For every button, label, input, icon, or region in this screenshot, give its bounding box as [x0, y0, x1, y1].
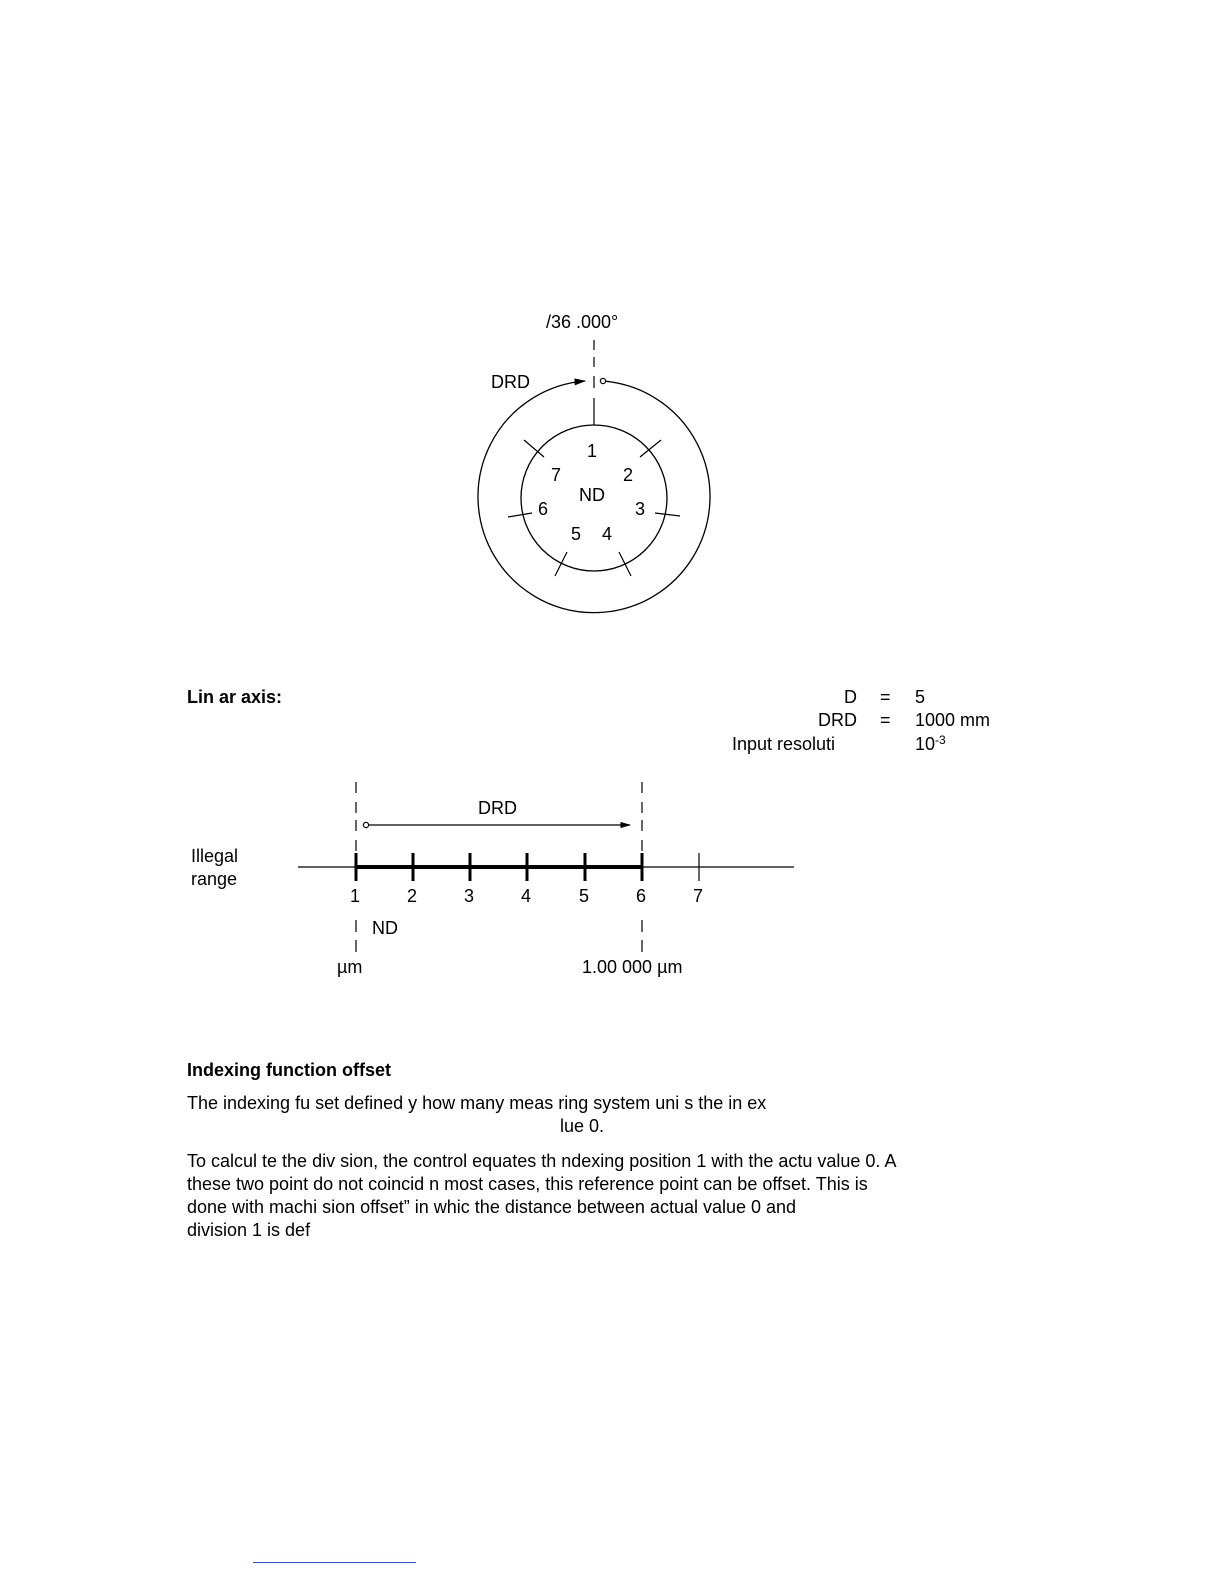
param-value-d: 5	[915, 687, 926, 707]
param-label-drd: DRD	[818, 710, 857, 730]
paragraph-line: these two point do not coincid n most cases, this reference point can be offset. This is	[187, 1174, 868, 1194]
rotary-number: 6	[538, 499, 549, 519]
offset-paragraph-1	[187, 1092, 1007, 1138]
linear-axis-diagram	[0, 760, 1224, 1000]
param-label-resolution: Input resoluti	[731, 734, 835, 754]
rotary-number: 7	[551, 465, 562, 485]
linear-number: 1	[350, 886, 361, 906]
paragraph-line: done with machi sion offset” in whic the distance between actual value 0 and	[187, 1197, 797, 1217]
linear-number: 5	[579, 886, 590, 906]
param-value-drd: 1000 mm	[915, 710, 991, 730]
linear-number: 6	[636, 886, 647, 906]
linear-number: 4	[521, 886, 532, 906]
rotary-axis-diagram	[0, 0, 1224, 660]
illegal-range-label-1: Illegal	[191, 846, 239, 866]
offset-paragraph-2	[187, 1150, 1007, 1242]
footer-rule	[253, 1562, 416, 1563]
rotary-number: 5	[571, 524, 582, 544]
linear-number: 2	[407, 886, 418, 906]
linear-start-dot	[363, 822, 368, 827]
linear-number: 3	[464, 886, 475, 906]
rotary-drd-label: DRD	[491, 372, 530, 392]
paragraph-line: To calcul te the div sion, the control equates th ndexing position 1 with the actu value 0. A	[187, 1151, 897, 1171]
linear-nd-label: ND	[372, 918, 398, 938]
rotary-start-dot	[600, 378, 605, 383]
paragraph-line: division 1 is def	[187, 1220, 311, 1240]
rotary-number: 2	[623, 465, 634, 485]
param-label-d: D	[844, 687, 857, 707]
linear-left-unit: µm	[337, 957, 363, 977]
rotary-number: 3	[635, 499, 646, 519]
offset-heading: Indexing function offset	[187, 1060, 391, 1080]
linear-drd-label: DRD	[478, 798, 517, 818]
param-eq-drd: =	[880, 710, 891, 730]
param-eq-d: =	[880, 687, 891, 707]
paragraph-line: lue 0.	[560, 1116, 605, 1136]
linear-axis-heading: Lin ar axis:	[187, 687, 283, 707]
paragraph-line: The indexing fu set defined y how many meas ring system uni s the in ex	[187, 1093, 767, 1113]
linear-right-unit: 1.00 000 µm	[582, 957, 683, 977]
rotary-number: 1	[587, 441, 598, 461]
linear-number: 7	[693, 886, 704, 906]
rotary-top-label: /36 .000°	[546, 312, 619, 332]
param-value-resolution: $10^{-3}$	[915, 733, 946, 754]
rotary-number: 4	[602, 524, 613, 544]
illegal-range-label-2: range	[191, 869, 238, 889]
param-exponent: -3	[935, 733, 946, 747]
rotary-nd-label: ND	[579, 485, 605, 505]
